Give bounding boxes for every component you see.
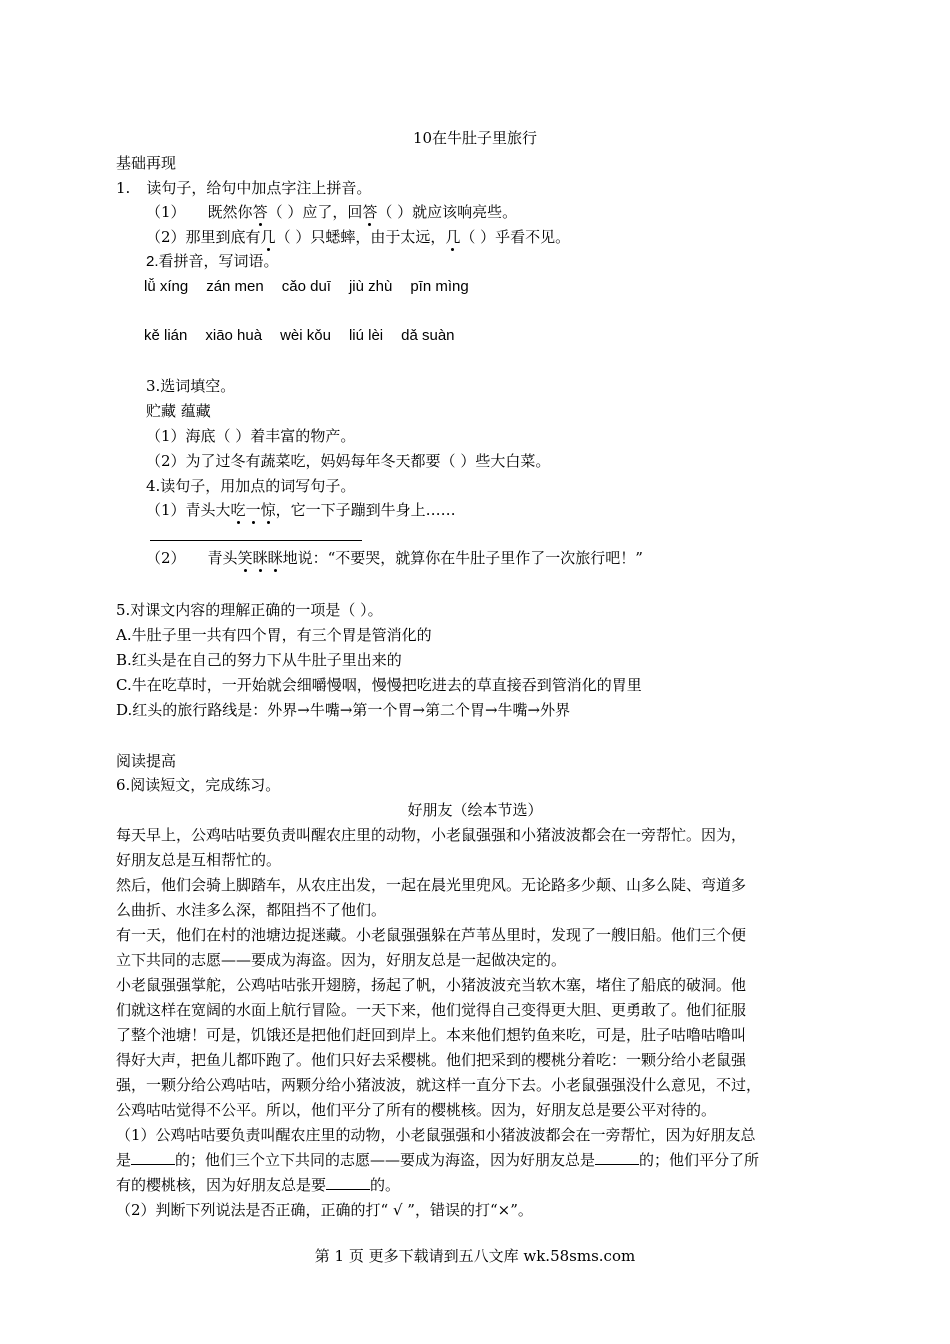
story-line: 每天早上，公鸡咕咕要负责叫醒农庄里的动物，小老鼠强强和小猪波波都会在一旁帮忙。因为， [116,826,747,844]
page-footer: 第 1 页 更多下载请到五八文库 wk.58sms.com [314,1247,636,1265]
story-line: 强，一颗分给公鸡咕咕，两颗分给小猪波波，就这样一直分下去。小老鼠强强没什么意见，不过， [116,1076,762,1094]
sub-question-2: （2）判断下列说法是否正确，正确的打“ √ ”，错误的打“×”。 [116,1201,533,1219]
dotted-char: 惊 [260,501,276,519]
pinyin-row-2 [144,326,473,346]
question-1 [116,178,371,198]
pinyin-item: kě lián [144,327,188,344]
pinyin-item: pīn mìng [410,278,469,295]
story-line: 了整个池塘！可是，饥饿还是把他们赶回到岸上。本来他们想钓鱼来吃，可是，肚子咕噜咕噜叫 [116,1026,747,1044]
sub-question-1-line-3: 有的樱桃核，因为好朋友总是要 的。 [116,1176,401,1194]
question-4-title: 4.读句子，用加点的词写句子。 [146,477,356,495]
story-line: 公鸡咕咕觉得不公平。所以，他们平分了所有的樱桃核。因为，好朋友总是要公平对待的。 [116,1101,717,1119]
fill-blank[interactable] [595,1150,639,1165]
dotted-char: 几 [445,228,461,246]
pinyin-item: zán men [206,278,264,295]
pinyin-item: lǚ xíng [144,278,189,295]
story-line: 么曲折、水洼多么深，都阻挡不了他们。 [116,901,387,919]
section-heading-basic: 基础再现 [116,154,177,172]
pinyin-item: wèi kǒu [280,327,331,344]
sub-question-1-line-1: （1）公鸡咕咕要负责叫醒农庄里的动物，小老鼠强强和小猪波波都会在一旁帮忙，因为好朋友总 [116,1126,756,1144]
option-c: C.牛在吃草时，一开始就会细嚼慢咽，慢慢把吃进去的草直接吞到管消化的胃里 [116,676,642,694]
story-title: 好朋友（绘本节选） [407,801,543,819]
answer-line [150,540,362,541]
question-3-line-2: （2）为了过冬有蔬菜吃，妈妈每年冬天都要（ ）些大白菜。 [146,452,551,470]
question-text: 读句子，给句中加点字注上拼音。 [146,179,372,197]
story-line: 好朋友总是互相帮忙的。 [116,851,282,869]
question-3-line-1: （1）海底（ ）着丰富的物产。 [146,427,356,445]
dotted-char: 几 [260,228,276,246]
story-line: 有一天，他们在村的池塘边捉迷藏。小老鼠强强躲在芦苇丛里时，发现了一艘旧船。他们三个便 [116,926,747,944]
sub-question-1-line-2: 是 的；他们三个立下共同的志愿——要成为海盗，因为好朋友总是 的；他们平分了所 [116,1151,760,1169]
page-title: 10在牛肚子里旅行 [412,129,538,147]
story-line: 立下共同的志愿——要成为海盗。因为，好朋友总是一起做决定的。 [116,951,567,969]
question-number: 1. [116,179,131,197]
option-d: D.红头的旅行路线是：外界→牛嘴→第一个胃→第二个胃→牛嘴→外界 [116,701,571,719]
question-6-title: 6.阅读短文，完成练习。 [116,776,281,794]
dotted-char: 笑 [237,549,253,567]
question-1-line-2: （2）那里到底有几（ ）只蟋蟀，由于太远，几（ ）乎看不见。 [146,228,571,246]
story-line: 们就这样在宽阔的水面上航行冒险。一天下来，他们觉得自己变得更大胆、更勇敢了。他们征服 [116,1001,747,1019]
story-line: 得好大声，把鱼儿都吓跑了。他们只好去采樱桃。他们把采到的樱桃分着吃：一颗分给小老鼠强 [116,1051,747,1069]
pinyin-row-1 [144,277,487,297]
dotted-char: 一 [245,501,261,519]
dotted-char: 答 [362,203,378,221]
pinyin-item: xiāo huà [205,327,263,344]
dotted-char: 眯 [267,549,283,567]
pinyin-item: dǎ suàn [401,327,455,344]
question-2-title: 2.看拼音，写词语。 [146,253,279,270]
story-line: 然后，他们会骑上脚踏车，从农庄出发，一起在晨光里兜风。无论路多少颠、山多么陡、弯道多 [116,876,747,894]
question-4-line-1: （1）青头大吃一惊，它一下子蹦到牛身上…… [146,501,456,519]
option-a: A.牛肚子里一共有四个胃，有三个胃是管消化的 [116,626,432,644]
pinyin-item: jiù zhù [348,278,393,295]
fill-blank[interactable] [326,1175,370,1190]
question-1-line-1: （1） 既然你答（ ）应了，回答（ ）就应该响亮些。 [146,203,518,221]
story-line: 小老鼠强强掌舵，公鸡咕咕张开翅膀，扬起了帆，小猪波波充当软木塞，堵住了船底的破洞。他 [116,976,747,994]
question-4-line-2: （2） 青头笑眯眯地说：“不要哭，就算你在牛肚子里作了一次旅行吧！” [146,549,643,567]
pinyin-item: liú lèi [348,327,384,344]
pinyin-item: cǎo duī [281,278,331,295]
fill-blank[interactable] [131,1150,175,1165]
question-3-title: 3.选词填空。 [146,377,236,395]
dotted-char: 眯 [252,549,268,567]
word-choices: 贮藏 蕴藏 [146,402,211,420]
dotted-char: 吃 [230,501,246,519]
option-b: B.红头是在自己的努力下从牛肚子里出来的 [116,651,402,669]
dotted-char: 答 [252,203,268,221]
question-5-title: 5.对课文内容的理解正确的一项是（ ）。 [116,601,383,619]
section-heading-reading: 阅读提高 [116,752,177,770]
